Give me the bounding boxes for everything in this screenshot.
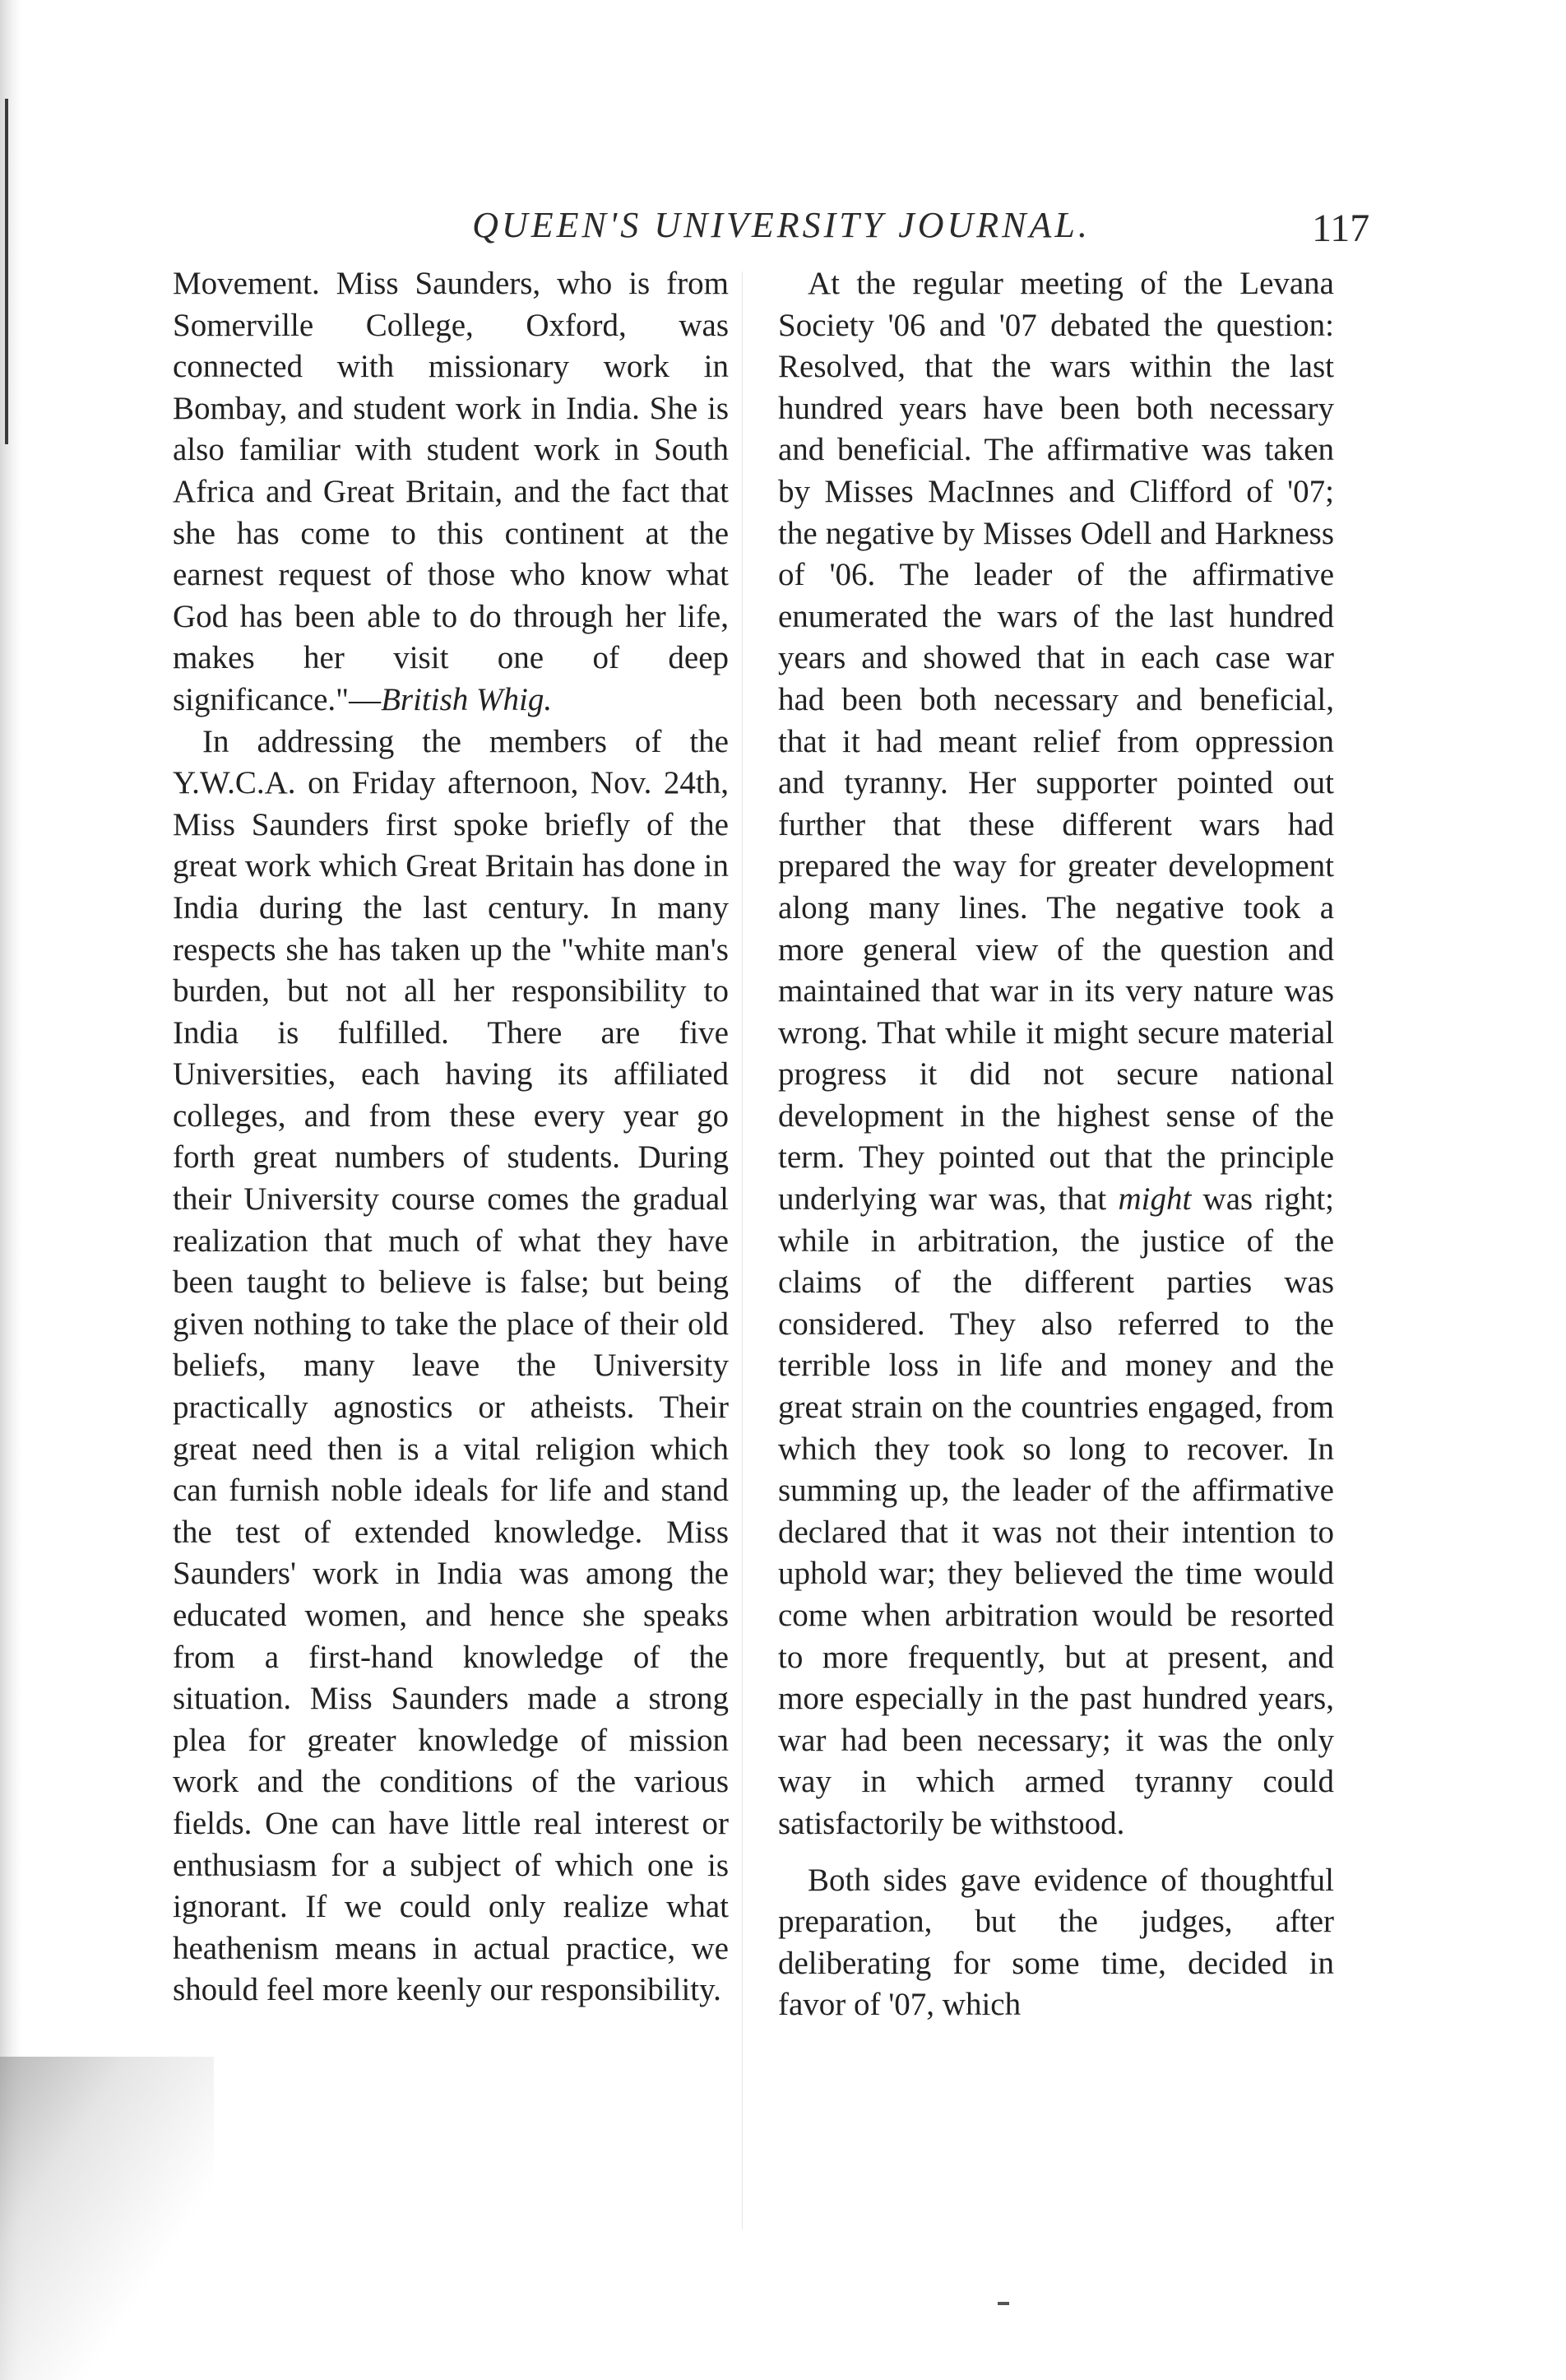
left-paragraph-1 <box>173 263 729 721</box>
print-speck <box>998 2302 1009 2305</box>
page-corner-shadow <box>0 2057 214 2380</box>
left-column <box>173 263 729 2011</box>
column-divider <box>742 271 743 2229</box>
right-paragraph-1-text: At the regular meeting of the Levana Society '06 and '07 debated the question: Resolved, that the wars within the last hundred years have been both necessary and beneficial. The affirmative was taken by Misses MacInnes and Clifford of '07; the negative by Misses Odell and Harkness of '06. The leader of the affirmative enumerated the wars of the last hundred years and showed that in each case war had been both necessary and beneficial, that it had meant relief from oppression and tyranny. Her supporter pointed out further that these different wars had prepared the way for greater development along many lines. The negative took a more general view of the question and maintained that war in its very nature was wrong. That while it might secure material progress it did not secure national development in the highest sense of the term. They pointed out that the principle underlying war was, that <box>778 266 1334 1218</box>
binding-mark <box>5 99 8 444</box>
right-paragraph-1-italic: might <box>1118 1181 1192 1218</box>
page-number: 117 <box>1312 206 1370 250</box>
right-paragraph-1-rest: was right; while in arbitration, the justice of the claims of the different parties was considered. They also referred to the terrible loss in life and money and the great strain on the countries engaged, from which they took so long to recover. In summing up, the leader of the affirmative declared that it was not their intention to uphold war; they believed the time would come when arbitration would be resorted to more frequently, but at present, and more especially in the past hundred years, war had been necessary; it was the only way in which armed tyranny could satisfactorily be withstood. <box>778 1181 1334 1841</box>
right-paragraph-1 <box>778 263 1334 1845</box>
right-paragraph-2: Both sides gave evidence of thoughtful preparation, but the judges, after deliberating for some time, decided in favor of '07, which <box>778 1862 1334 2023</box>
left-paragraph-1-source: British Whig. <box>381 681 553 717</box>
left-paragraph-1-text: Movement. Miss Saunders, who is from Somerville College, Oxford, was connected with missionary work in Bombay, and student work in India. She is also familiar with student work in South Africa and Great Britain, and the fact that she has come to this continent at the earnest request of those who know what God has been able to do through her life, makes her visit one of deep significance."— <box>173 266 729 717</box>
page-binding-edge <box>0 0 21 2380</box>
right-column <box>778 263 1334 2026</box>
running-head: QUEEN'S UNIVERSITY JOURNAL. <box>472 205 1091 245</box>
left-paragraph-2: In addressing the members of the Y.W.C.A. on Friday afternoon, Nov. 24th, Miss Saunders first spoke briefly of the great work which Great Britain has done in India during the last century. In many respects she has taken up the "white man's burden, but not all her responsibility to India is fulfilled. There are five Universities, each having its affiliated colleges, and from these every year go forth great numbers of students. During their University course comes the gradual realization that much of what they have been taught to believe is false; but being given nothing to take the place of their old beliefs, many leave the University practically agnostics or atheists. Their great need then is a vital religion which can furnish noble ideals for life and stand the test of extended knowledge. Miss Saunders' work in India was among the educated women, and hence she speaks from a first-hand knowledge of the situation. Miss Saunders made a strong plea for greater knowledge of mission work and the conditions of the various fields. One can have little real interest or enthusiasm for a subject of which one is ignorant. If we could only realize what heathenism means in actual practice, we should feel more keenly our responsibility. <box>173 723 729 2008</box>
